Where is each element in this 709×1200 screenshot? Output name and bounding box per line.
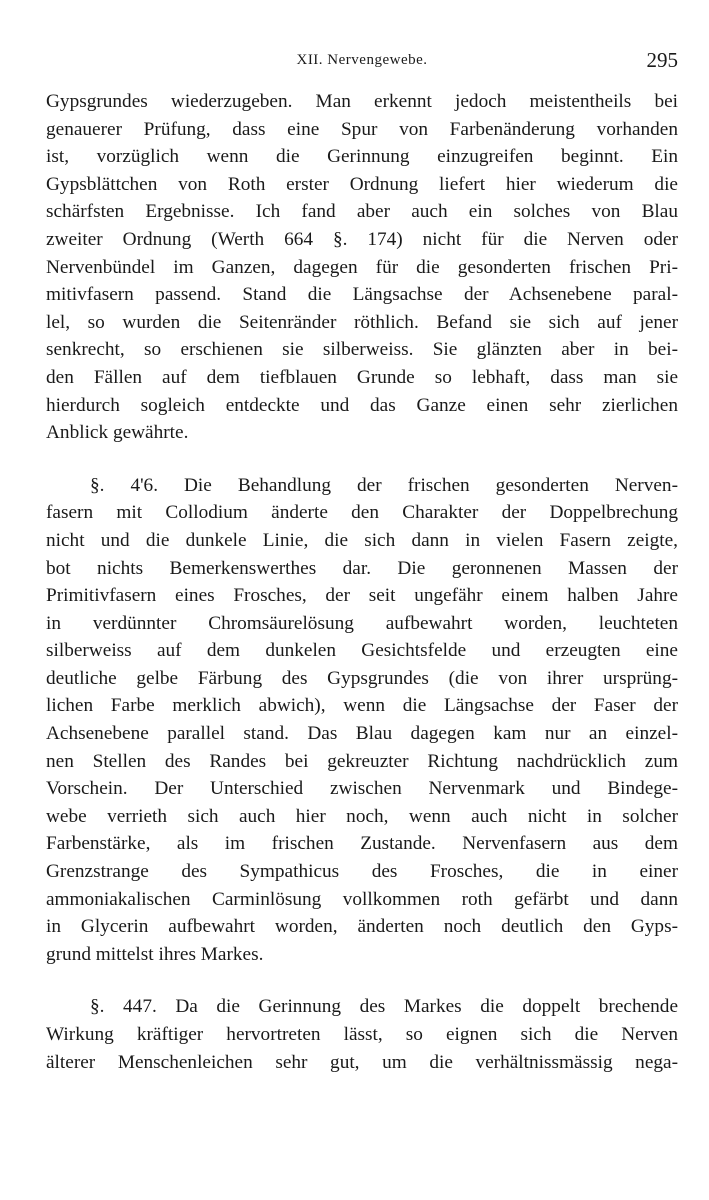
text-line: den Fällen auf dem tiefblauen Grunde so lebhaft, dass man sie: [46, 366, 678, 388]
paragraph-2: [46, 472, 678, 969]
text-line: nen Stellen des Randes bei gekreuzter Richtung nachdrücklich zum: [46, 750, 678, 772]
text-line: zweiter Ordnung (Werth 664 §. 174) nicht für die Nerven oder: [46, 228, 678, 250]
text-line: mitivfasern passend. Stand die Längsachse der Achsenebene paral-: [46, 284, 678, 306]
text-line: Gypsgrundes wiederzugeben. Man erkennt jedoch meistentheils bei: [46, 91, 678, 112]
text-line: lichen Farbe merklich abwich), wenn die Längsachse der Faser der: [46, 695, 678, 717]
text-line: grund mittelst ihres Markes.: [46, 943, 264, 965]
text-line: Grenzstrange des Sympathicus des Frosches, die in einer: [46, 861, 678, 883]
text-line: Achsenebene parallel stand. Das Blau dagegen kam nur an einzel-: [46, 723, 678, 745]
text-line: Vorschein. Der Unterschied zwischen Nervenmark und Bindege-: [46, 778, 678, 800]
body-text: [46, 88, 678, 1076]
page-number: 295: [646, 48, 678, 72]
text-line: nicht und die dunkele Linie, die sich dann in vielen Fasern zeigte,: [46, 529, 678, 551]
page-header: [46, 48, 678, 78]
text-line: Farbenstärke, als im frischen Zustande. Nervenfasern aus dem: [46, 833, 678, 855]
text-line: hierdurch sogleich entdeckte und das Ganze einen sehr zierlichen: [46, 394, 678, 416]
text-line: Anblick gewährte.: [46, 422, 189, 444]
text-line: lel, so wurden die Seitenränder röthlich. Befand sie sich auf jener: [46, 311, 678, 333]
text-line: silberweiss auf dem dunkelen Gesichtsfelde und erzeugten eine: [46, 640, 678, 662]
text-line: fasern mit Collodium änderte den Charakter der Doppelbrechung: [46, 502, 678, 524]
running-head: XII. Nervengewebe.: [296, 52, 428, 68]
text-line: Primitivfasern eines Frosches, der seit ungefähr einem halben Jahre: [46, 585, 678, 607]
text-line: Nervenbündel im Ganzen, dagegen für die gesonderten frischen Pri-: [46, 256, 678, 278]
text-line: ist, vorzüglich wenn die Gerinnung einzugreifen beginnt. Ein: [46, 146, 678, 168]
section-line: §. 447. Da die Gerinnung des Markes die doppelt brechende: [90, 996, 678, 1018]
text-line: bot nichts Bemerkenswerthes dar. Die geronnenen Massen der: [46, 557, 678, 579]
text-line: in Glycerin aufbewahrt worden, änderten noch deutlich den Gyps-: [46, 916, 678, 938]
text-line: genauerer Prüfung, dass eine Spur von Farbenänderung vorhanden: [46, 118, 678, 140]
text-line: ammoniakalischen Carminlösung vollkommen roth gefärbt und dann: [46, 888, 678, 910]
text-line: schärfsten Ergebnisse. Ich fand aber auch ein solches von Blau: [46, 201, 678, 223]
paragraph-3: [46, 993, 678, 1076]
paragraph-gap: [46, 968, 678, 993]
text-line: Wirkung kräftiger hervortreten lässt, so eignen sich die Nerven: [46, 1024, 678, 1045]
paragraph-gap: [46, 447, 678, 472]
text-line: Gypsblättchen von Roth erster Ordnung liefert hier wiederum die: [46, 173, 678, 195]
text-line: älterer Menschenleichen sehr gut, um die verhältnissmässig nega-: [46, 1051, 678, 1073]
paragraph-1: [46, 88, 678, 447]
section-line: §. 4'6. Die Behandlung der frischen gesonderten Nerven-: [90, 474, 678, 496]
text-line: deutliche gelbe Färbung des Gypsgrundes (die von ihrer ursprüng-: [46, 667, 678, 689]
text-line: in verdünnter Chromsäurelösung aufbewahrt worden, leuchteten: [46, 612, 678, 634]
text-line: senkrecht, so erschienen sie silberweiss. Sie glänzten aber in bei-: [46, 339, 678, 361]
text-line: webe verrieth sich auch hier noch, wenn auch nicht in solcher: [46, 805, 678, 827]
